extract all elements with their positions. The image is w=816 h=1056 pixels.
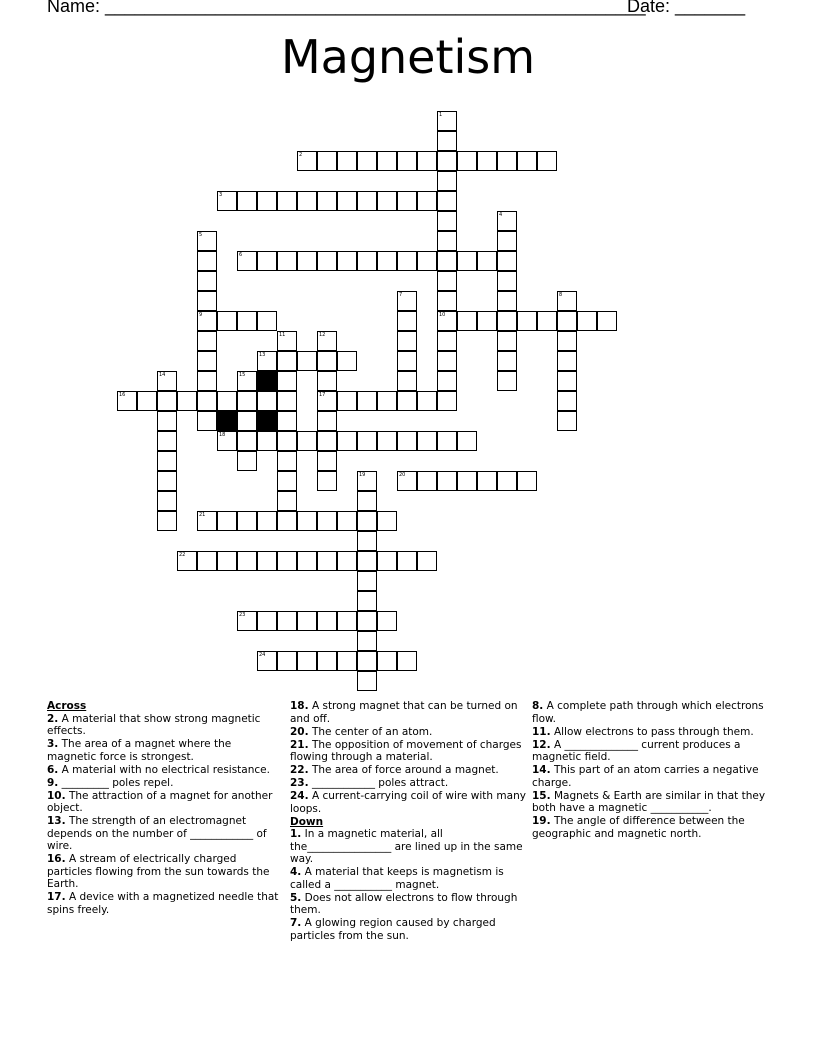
- grid-cell[interactable]: [197, 371, 217, 391]
- grid-cell[interactable]: [277, 351, 297, 371]
- clue-item: 9. _________ poles repel.: [47, 776, 174, 789]
- clue-item-number: 4.: [290, 866, 302, 878]
- grid-cell[interactable]: [457, 151, 477, 171]
- grid-cell[interactable]: [357, 191, 377, 211]
- grid-cell[interactable]: [197, 351, 217, 371]
- clue-item: 5. Does not allow electrons to flow through them.: [290, 891, 518, 916]
- grid-cell[interactable]: [297, 191, 317, 211]
- grid-cell[interactable]: [437, 471, 457, 491]
- grid-cell[interactable]: [197, 271, 217, 291]
- grid-cell[interactable]: [417, 431, 437, 451]
- grid-cell[interactable]: [397, 431, 417, 451]
- across-clue-list-1: [47, 713, 283, 917]
- clue-item-number: 7.: [290, 917, 302, 929]
- grid-cell[interactable]: [277, 251, 297, 271]
- grid-cell[interactable]: [337, 511, 357, 531]
- grid-cell[interactable]: [497, 331, 517, 351]
- grid-cell[interactable]: [157, 391, 177, 411]
- grid-cell[interactable]: [277, 411, 297, 431]
- grid-cell[interactable]: [557, 311, 577, 331]
- clue-item-number: 14.: [532, 764, 551, 776]
- grid-cell[interactable]: [317, 451, 337, 471]
- grid-cell[interactable]: [437, 211, 457, 231]
- grid-cell[interactable]: [517, 471, 537, 491]
- grid-cell[interactable]: [157, 471, 177, 491]
- grid-cell[interactable]: [417, 551, 437, 571]
- grid-cell[interactable]: [497, 271, 517, 291]
- down-clue-list-2: [532, 700, 768, 840]
- grid-cell[interactable]: [317, 331, 337, 351]
- clue-item: 14. This part of an atom carries a negative charge.: [532, 764, 759, 789]
- clue-number: 21: [199, 512, 206, 518]
- grid-cell[interactable]: [337, 431, 357, 451]
- clue-number: 4: [499, 212, 503, 218]
- grid-cell[interactable]: [357, 551, 377, 571]
- grid-cell[interactable]: [197, 511, 217, 531]
- clue-item-number: 19.: [532, 815, 551, 827]
- grid-cell[interactable]: [157, 451, 177, 471]
- clue-item: 22. The area of force around a magnet.: [290, 764, 499, 776]
- grid-cell[interactable]: [497, 311, 517, 331]
- grid-cell[interactable]: [357, 391, 377, 411]
- grid-cell[interactable]: [237, 511, 257, 531]
- grid-cell[interactable]: [277, 451, 297, 471]
- grid-cell[interactable]: [297, 511, 317, 531]
- grid-cell[interactable]: [237, 391, 257, 411]
- grid-cell[interactable]: [177, 551, 197, 571]
- grid-cell[interactable]: [497, 151, 517, 171]
- grid-cell[interactable]: [277, 431, 297, 451]
- grid-cell[interactable]: [257, 611, 277, 631]
- grid-cell[interactable]: [557, 391, 577, 411]
- grid-cell[interactable]: [217, 431, 237, 451]
- grid-cell[interactable]: [257, 351, 277, 371]
- grid-cell[interactable]: [297, 651, 317, 671]
- grid-cell[interactable]: [157, 431, 177, 451]
- grid-cell[interactable]: [377, 511, 397, 531]
- clues-column-3: [532, 700, 768, 841]
- down-clue-list-1: [290, 828, 526, 942]
- grid-cell[interactable]: [357, 571, 377, 591]
- grid-cell[interactable]: [477, 471, 497, 491]
- grid-cell[interactable]: [257, 251, 277, 271]
- grid-cell[interactable]: [237, 411, 257, 431]
- grid-cell[interactable]: [437, 391, 457, 411]
- grid-cell[interactable]: [317, 431, 337, 451]
- clue-number: 9: [199, 312, 203, 318]
- grid-cell[interactable]: [437, 191, 457, 211]
- grid-cell[interactable]: [437, 431, 457, 451]
- black-cell: [217, 411, 237, 431]
- grid-cell[interactable]: [337, 651, 357, 671]
- clue-number: 7: [399, 292, 403, 298]
- grid-cell[interactable]: [297, 151, 317, 171]
- grid-cell[interactable]: [357, 151, 377, 171]
- clue-number: 22: [179, 552, 186, 558]
- grid-cell[interactable]: [257, 311, 277, 331]
- grid-cell[interactable]: [337, 611, 357, 631]
- grid-cell[interactable]: [437, 231, 457, 251]
- clue-number: 23: [239, 612, 246, 618]
- grid-cell[interactable]: [497, 351, 517, 371]
- clue-item-number: 15.: [532, 789, 551, 802]
- grid-cell[interactable]: [377, 611, 397, 631]
- grid-cell[interactable]: [417, 191, 437, 211]
- grid-cell[interactable]: [197, 311, 217, 331]
- clue-item: 21. The opposition of movement of charges flowing through a material.: [290, 738, 522, 763]
- grid-cell[interactable]: [397, 331, 417, 351]
- grid-cell[interactable]: [557, 351, 577, 371]
- grid-cell[interactable]: [177, 391, 197, 411]
- clue-item-number: 21.: [290, 738, 309, 751]
- grid-cell[interactable]: [237, 371, 257, 391]
- clue-item: 19. The angle of difference between the geographic and magnetic north.: [532, 815, 745, 840]
- clue-item-number: 16.: [47, 853, 66, 865]
- black-cell: [257, 411, 277, 431]
- grid-cell[interactable]: [397, 251, 417, 271]
- grid-cell[interactable]: [317, 351, 337, 371]
- grid-cell[interactable]: [377, 551, 397, 571]
- clue-number: 15: [239, 372, 246, 378]
- clue-number: 19: [359, 472, 366, 478]
- grid-cell[interactable]: [437, 351, 457, 371]
- clue-number: 1: [439, 112, 443, 118]
- grid-cell[interactable]: [497, 291, 517, 311]
- grid-cell[interactable]: [337, 151, 357, 171]
- grid-cell[interactable]: [297, 551, 317, 571]
- grid-cell[interactable]: [437, 331, 457, 351]
- grid-cell[interactable]: [337, 391, 357, 411]
- grid-cell[interactable]: [257, 511, 277, 531]
- name-line: Name: ______________________________________________________: [47, 0, 646, 16]
- clue-number: 17: [319, 392, 326, 398]
- clue-item-number: 13.: [47, 815, 66, 827]
- grid-cell[interactable]: [517, 311, 537, 331]
- grid-cell[interactable]: [157, 371, 177, 391]
- grid-cell[interactable]: [437, 111, 457, 131]
- grid-cell[interactable]: [197, 391, 217, 411]
- clue-number: 14: [159, 372, 166, 378]
- clue-item: 20. The center of an atom.: [290, 725, 433, 738]
- grid-cell[interactable]: [397, 151, 417, 171]
- grid-cell[interactable]: [257, 191, 277, 211]
- grid-cell[interactable]: [437, 171, 457, 191]
- grid-cell[interactable]: [237, 191, 257, 211]
- clue-item: 11. Allow electrons to pass through them.: [532, 725, 754, 738]
- clue-number: 5: [199, 232, 203, 238]
- grid-cell[interactable]: [277, 331, 297, 351]
- grid-cell[interactable]: [317, 391, 337, 411]
- clue-item-number: 11.: [532, 725, 551, 738]
- grid-cell[interactable]: [417, 471, 437, 491]
- grid-cell[interactable]: [197, 231, 217, 251]
- grid-cell[interactable]: [357, 531, 377, 551]
- grid-cell[interactable]: [217, 191, 237, 211]
- grid-cell[interactable]: [317, 511, 337, 531]
- clue-number: 8: [559, 292, 563, 298]
- grid-cell[interactable]: [377, 191, 397, 211]
- grid-cell[interactable]: [237, 251, 257, 271]
- grid-cell[interactable]: [217, 311, 237, 331]
- black-cell: [257, 371, 277, 391]
- clue-item-number: 1.: [290, 828, 302, 840]
- grid-cell[interactable]: [237, 611, 257, 631]
- grid-cell[interactable]: [317, 471, 337, 491]
- clue-item: 3. The area of a magnet where the magnetic force is strongest.: [47, 738, 232, 763]
- grid-cell[interactable]: [477, 251, 497, 271]
- clue-item-number: 22.: [290, 764, 309, 776]
- grid-cell[interactable]: [257, 431, 277, 451]
- grid-cell[interactable]: [517, 151, 537, 171]
- grid-cell[interactable]: [357, 611, 377, 631]
- grid-cell[interactable]: [157, 511, 177, 531]
- grid-cell[interactable]: [257, 391, 277, 411]
- clue-item: 4. A material that keeps is magnetism is called a ___________ magnet.: [290, 866, 504, 891]
- grid-cell[interactable]: [237, 311, 257, 331]
- grid-cell[interactable]: [457, 471, 477, 491]
- clue-item: 13. The strength of an electromagnet depends on the number of ____________ of wire.: [47, 815, 267, 852]
- grid-cell[interactable]: [497, 251, 517, 271]
- clue-item-number: 17.: [47, 891, 66, 903]
- clue-item-number: 2.: [47, 712, 59, 725]
- across-clue-list-2: [290, 700, 526, 815]
- grid-cell[interactable]: [197, 551, 217, 571]
- grid-cell[interactable]: [377, 651, 397, 671]
- grid-cell[interactable]: [257, 551, 277, 571]
- clue-item: 2. A material that show strong magnetic effects.: [47, 712, 261, 737]
- grid-cell[interactable]: [217, 551, 237, 571]
- grid-cell[interactable]: [457, 251, 477, 271]
- grid-cell[interactable]: [457, 431, 477, 451]
- clue-number: 18: [219, 432, 226, 438]
- clue-number: 13: [259, 352, 266, 358]
- grid-cell[interactable]: [497, 471, 517, 491]
- clue-item-number: 3.: [47, 738, 59, 750]
- down-heading: Down: [290, 815, 324, 828]
- clue-number: 2: [299, 152, 303, 158]
- clue-item-number: 6.: [47, 763, 59, 776]
- clue-item: 16. A stream of electrically charged particles flowing from the sun towards the Earth.: [47, 853, 270, 890]
- grid-cell[interactable]: [437, 271, 457, 291]
- grid-cell[interactable]: [497, 211, 517, 231]
- across-heading: Across: [47, 700, 87, 712]
- clue-number: 11: [279, 332, 286, 338]
- grid-cell[interactable]: [217, 391, 237, 411]
- grid-cell[interactable]: [277, 471, 297, 491]
- grid-cell[interactable]: [337, 551, 357, 571]
- grid-cell[interactable]: [157, 411, 177, 431]
- clue-item: 6. A material with no electrical resistance.: [47, 763, 270, 776]
- clue-item-number: 23.: [290, 777, 309, 789]
- grid-cell[interactable]: [437, 151, 457, 171]
- grid-cell[interactable]: [537, 151, 557, 171]
- clue-item: 10. The attraction of a magnet for another object.: [47, 789, 273, 814]
- clue-item-number: 24.: [290, 790, 309, 802]
- clue-item-number: 10.: [47, 789, 66, 802]
- clue-item: 7. A glowing region caused by charged particles from the sun.: [290, 917, 496, 942]
- clue-item: 23. ____________ poles attract.: [290, 777, 449, 789]
- clue-item-number: 18.: [290, 700, 309, 712]
- grid-cell[interactable]: [277, 191, 297, 211]
- grid-cell[interactable]: [317, 151, 337, 171]
- grid-cell[interactable]: [497, 231, 517, 251]
- grid-cell[interactable]: [557, 411, 577, 431]
- grid-cell[interactable]: [357, 491, 377, 511]
- grid-cell[interactable]: [297, 431, 317, 451]
- grid-cell[interactable]: [497, 371, 517, 391]
- clue-item-number: 8.: [532, 700, 544, 712]
- grid-cell[interactable]: [337, 191, 357, 211]
- grid-cell[interactable]: [277, 371, 297, 391]
- grid-cell[interactable]: [277, 611, 297, 631]
- grid-cell[interactable]: [317, 551, 337, 571]
- grid-cell[interactable]: [397, 291, 417, 311]
- grid-cell[interactable]: [397, 391, 417, 411]
- grid-cell[interactable]: [357, 631, 377, 651]
- clue-number: 3: [219, 192, 223, 198]
- grid-cell[interactable]: [297, 611, 317, 631]
- grid-cell[interactable]: [397, 551, 417, 571]
- grid-cell[interactable]: [377, 251, 397, 271]
- grid-cell[interactable]: [357, 471, 377, 491]
- grid-cell[interactable]: [557, 371, 577, 391]
- grid-cell[interactable]: [157, 491, 177, 511]
- grid-cell[interactable]: [437, 311, 457, 331]
- grid-cell[interactable]: [417, 251, 437, 271]
- grid-cell[interactable]: [377, 391, 397, 411]
- grid-cell[interactable]: [397, 191, 417, 211]
- grid-cell[interactable]: [317, 251, 337, 271]
- grid-cell[interactable]: [197, 331, 217, 351]
- grid-cell[interactable]: [117, 391, 137, 411]
- grid-cell[interactable]: [277, 651, 297, 671]
- clues-column-2: [290, 700, 526, 943]
- grid-cell[interactable]: [437, 371, 457, 391]
- grid-cell[interactable]: [337, 351, 357, 371]
- grid-cell[interactable]: [357, 591, 377, 611]
- grid-cell[interactable]: [357, 511, 377, 531]
- grid-cell[interactable]: [397, 311, 417, 331]
- grid-cell[interactable]: [537, 311, 557, 331]
- clue-number: 6: [239, 252, 243, 258]
- grid-cell[interactable]: [357, 671, 377, 691]
- clue-number: 12: [319, 332, 326, 338]
- clue-item-number: 9.: [47, 776, 59, 789]
- grid-cell[interactable]: [457, 311, 477, 331]
- clue-item-number: 5.: [290, 891, 302, 904]
- grid-cell[interactable]: [277, 551, 297, 571]
- grid-cell[interactable]: [557, 331, 577, 351]
- page-title: Magnetism: [280, 30, 536, 84]
- date-line: Date: _______: [627, 0, 746, 16]
- grid-cell[interactable]: [257, 651, 277, 671]
- clue-item: 24. A current-carrying coil of wire with many loops.: [290, 790, 526, 815]
- grid-cell[interactable]: [477, 151, 497, 171]
- clue-number: 10: [439, 312, 446, 318]
- grid-cell[interactable]: [397, 371, 417, 391]
- grid-cell[interactable]: [297, 251, 317, 271]
- grid-cell[interactable]: [417, 151, 437, 171]
- grid-cell[interactable]: [277, 491, 297, 511]
- grid-cell[interactable]: [577, 311, 597, 331]
- grid-cell[interactable]: [357, 431, 377, 451]
- grid-cell[interactable]: [297, 351, 317, 371]
- grid-cell[interactable]: [237, 551, 257, 571]
- grid-cell[interactable]: [317, 411, 337, 431]
- grid-cell[interactable]: [477, 311, 497, 331]
- grid-cell[interactable]: [197, 251, 217, 271]
- clue-item: 15. Magnets & Earth are similar in that they both have a magnetic ___________.: [532, 789, 766, 814]
- grid-cell[interactable]: [217, 511, 237, 531]
- clues-column-1: [47, 700, 283, 917]
- grid-cell[interactable]: [277, 511, 297, 531]
- grid-cell[interactable]: [357, 251, 377, 271]
- grid-cell[interactable]: [317, 191, 337, 211]
- clue-item: 8. A complete path through which electrons flow.: [532, 700, 764, 725]
- clue-number: 16: [119, 392, 126, 398]
- grid-cell[interactable]: [377, 151, 397, 171]
- grid-cell[interactable]: [197, 291, 217, 311]
- grid-cell[interactable]: [437, 291, 457, 311]
- grid-cell[interactable]: [357, 651, 377, 671]
- grid-cell[interactable]: [397, 651, 417, 671]
- grid-cell[interactable]: [197, 411, 217, 431]
- clue-number: 24: [259, 652, 266, 658]
- clue-item: 18. A strong magnet that can be turned on and off.: [290, 700, 518, 725]
- grid-cell[interactable]: [437, 131, 457, 151]
- grid-cell[interactable]: [277, 391, 297, 411]
- clue-item-number: 12.: [532, 738, 551, 751]
- clue-item: 17. A device with a magnetized needle that spins freely.: [47, 891, 279, 916]
- grid-cell[interactable]: [137, 391, 157, 411]
- grid-cell[interactable]: [397, 351, 417, 371]
- grid-cell[interactable]: [437, 251, 457, 271]
- grid-cell[interactable]: [417, 391, 437, 411]
- clue-number: 20: [399, 472, 406, 478]
- grid-cell[interactable]: [377, 431, 397, 451]
- grid-cell[interactable]: [237, 451, 257, 471]
- grid-cell[interactable]: [397, 471, 417, 491]
- grid-cell[interactable]: [317, 371, 337, 391]
- grid-cell[interactable]: [317, 611, 337, 631]
- clue-item-number: 20.: [290, 725, 309, 738]
- clue-item: 12. A ______________ current produces a magnetic field.: [532, 738, 741, 763]
- grid-cell[interactable]: [317, 651, 337, 671]
- grid-cell[interactable]: [337, 251, 357, 271]
- grid-cell[interactable]: [557, 291, 577, 311]
- grid-cell[interactable]: [597, 311, 617, 331]
- clue-item: 1. In a magnetic material, all the________________ are lined up in the same way.: [290, 828, 523, 865]
- grid-cell[interactable]: [237, 431, 257, 451]
